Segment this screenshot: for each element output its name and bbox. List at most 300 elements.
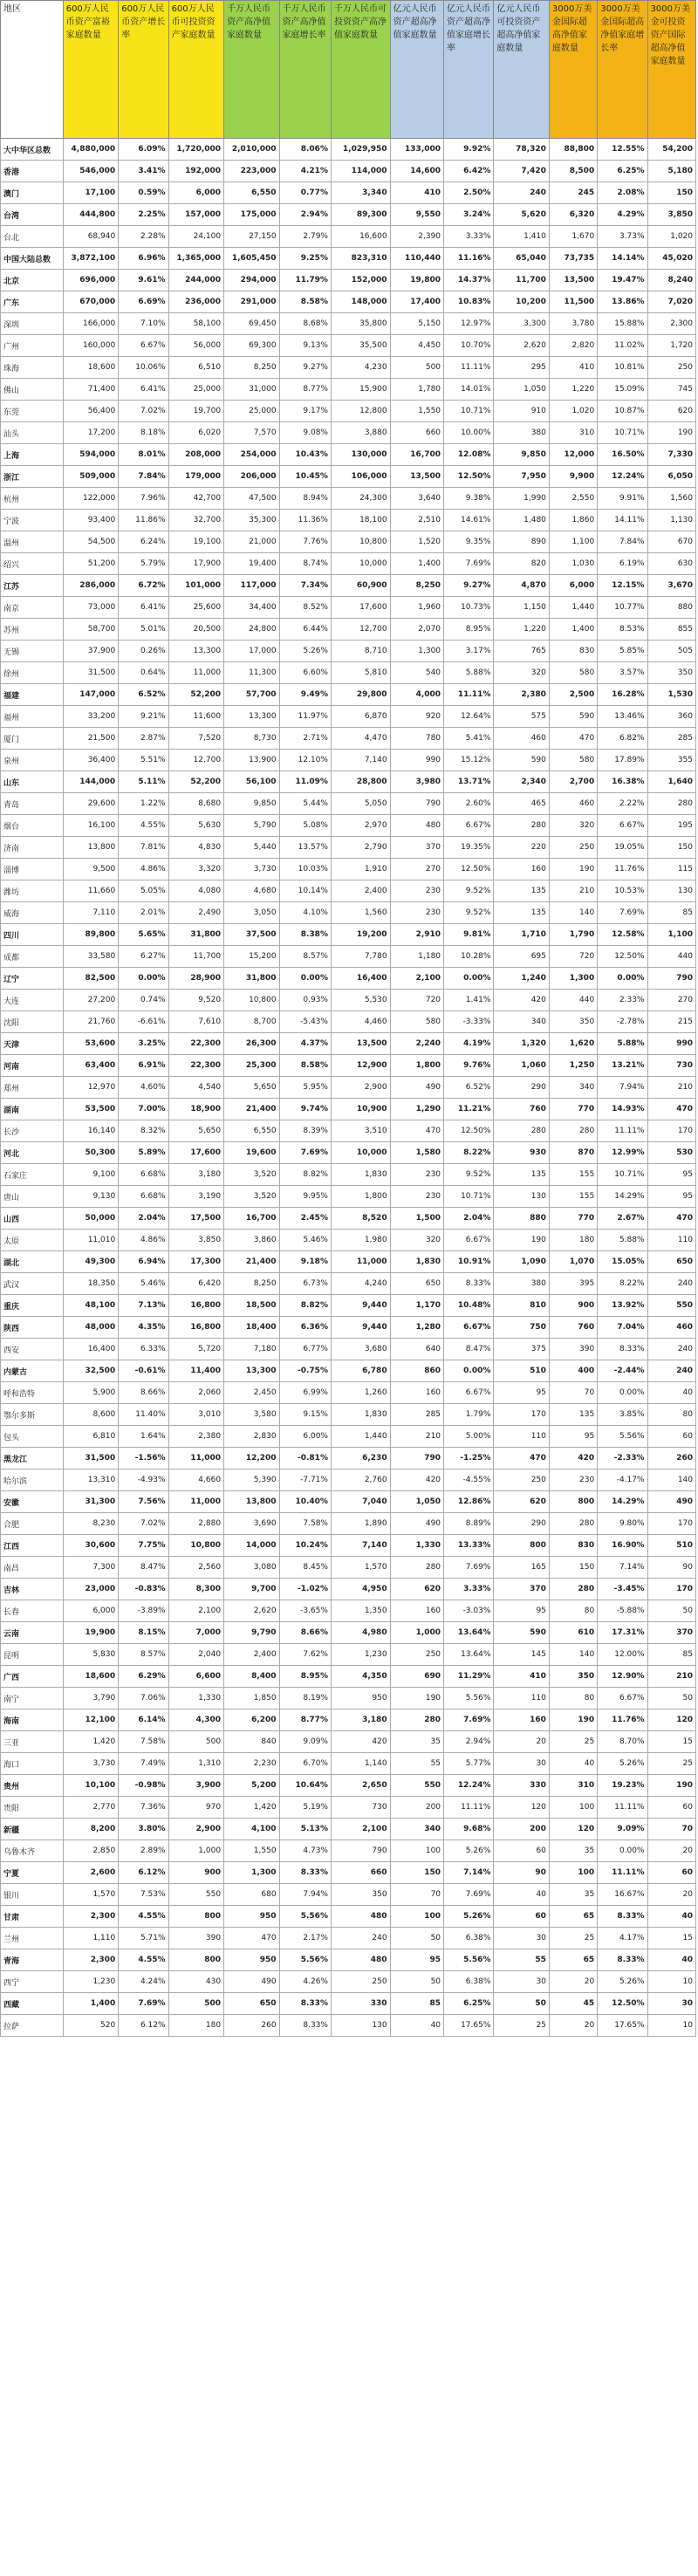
value-cell: 410 <box>494 1666 550 1688</box>
value-cell: 9.52% <box>444 902 494 924</box>
value-cell: 650 <box>647 1251 695 1273</box>
value-cell: 2,240 <box>390 1033 443 1055</box>
value-cell: 520 <box>63 2015 119 2037</box>
region-cell: 泉州 <box>1 750 64 771</box>
value-cell: 696,000 <box>63 270 119 291</box>
value-cell: 5.77% <box>444 1753 494 1775</box>
value-cell: 8.38% <box>279 924 331 946</box>
value-cell: 660 <box>331 1862 390 1884</box>
value-cell: 2,400 <box>331 880 390 902</box>
value-cell: 10.71% <box>444 1186 494 1208</box>
value-cell: 500 <box>390 357 443 379</box>
value-cell: 10.71% <box>598 422 647 444</box>
table-row <box>1 1600 696 1622</box>
value-cell: 3,640 <box>390 488 443 510</box>
value-cell: 40 <box>494 1884 550 1906</box>
value-cell: 148,000 <box>331 291 390 313</box>
table-row <box>1 1164 696 1186</box>
value-cell: 25,000 <box>224 401 280 422</box>
value-cell: 480 <box>390 815 443 837</box>
value-cell: 21,500 <box>63 728 119 750</box>
value-cell: 3,300 <box>494 313 550 335</box>
value-cell: 10.81% <box>598 357 647 379</box>
value-cell: 13.21% <box>598 1055 647 1077</box>
column-header: 600万人民币资产富裕家庭数量 <box>63 1 119 139</box>
value-cell: 9,500 <box>63 859 119 880</box>
value-cell: 8,710 <box>331 641 390 662</box>
value-cell: 720 <box>549 946 597 968</box>
table-row <box>1 488 696 510</box>
value-cell: 31,800 <box>224 968 280 990</box>
value-cell: 5.65% <box>119 924 168 946</box>
value-cell: 35 <box>390 1731 443 1753</box>
value-cell: 7.02% <box>119 401 168 422</box>
value-cell: 3.57% <box>598 662 647 684</box>
value-cell: 500 <box>168 1731 224 1753</box>
value-cell: 19,100 <box>168 531 224 553</box>
value-cell: 880 <box>647 597 695 619</box>
value-cell: 16,100 <box>63 815 119 837</box>
region-cell: 拉萨 <box>1 2015 64 2037</box>
value-cell: 2.94% <box>279 204 331 226</box>
value-cell: 2,380 <box>168 1426 224 1448</box>
value-cell: 460 <box>494 728 550 750</box>
value-cell: 240 <box>331 1928 390 1949</box>
value-cell: 89,300 <box>331 204 390 226</box>
value-cell: 5.44% <box>279 793 331 815</box>
value-cell: 2,300 <box>647 313 695 335</box>
value-cell: 32,700 <box>168 510 224 531</box>
value-cell: 420 <box>331 1731 390 1753</box>
table-row <box>1 597 696 619</box>
region-cell: 江西 <box>1 1535 64 1557</box>
value-cell: 1,420 <box>224 1797 280 1819</box>
value-cell: 7,570 <box>224 422 280 444</box>
value-cell: 620 <box>390 1579 443 1600</box>
region-cell: 上海 <box>1 444 64 466</box>
value-cell: 4,080 <box>168 880 224 902</box>
region-cell: 成都 <box>1 946 64 968</box>
value-cell: 460 <box>549 793 597 815</box>
value-cell: 8,240 <box>647 270 695 291</box>
value-cell: 12,900 <box>331 1055 390 1077</box>
value-cell: 10.87% <box>598 401 647 422</box>
value-cell: 280 <box>647 793 695 815</box>
region-cell: 深圳 <box>1 313 64 335</box>
value-cell: 370 <box>647 1622 695 1644</box>
value-cell: 9.15% <box>279 1404 331 1426</box>
value-cell: 8.53% <box>598 619 647 641</box>
value-cell: 240 <box>494 182 550 204</box>
value-cell: 1,320 <box>494 1033 550 1055</box>
region-cell: 厦门 <box>1 728 64 750</box>
value-cell: 37,500 <box>224 924 280 946</box>
value-cell: 40 <box>549 1753 597 1775</box>
value-cell: 14.93% <box>598 1099 647 1120</box>
value-cell: 1,240 <box>494 968 550 990</box>
region-cell: 广东 <box>1 291 64 313</box>
value-cell: 470 <box>549 728 597 750</box>
value-cell: 1,150 <box>494 597 550 619</box>
value-cell: 780 <box>390 728 443 750</box>
value-cell: 8.95% <box>279 1666 331 1688</box>
value-cell: 2,970 <box>331 815 390 837</box>
value-cell: 790 <box>647 968 695 990</box>
value-cell: 250 <box>647 357 695 379</box>
value-cell: 100 <box>390 1840 443 1862</box>
value-cell: 6,870 <box>331 706 390 728</box>
value-cell: 2,790 <box>331 837 390 859</box>
value-cell: 30 <box>494 1928 550 1949</box>
value-cell: 16.50% <box>598 444 647 466</box>
value-cell: 48,000 <box>63 1317 119 1339</box>
table-row <box>1 619 696 641</box>
value-cell: 9.27% <box>444 575 494 597</box>
table-row <box>1 1840 696 1862</box>
table-row <box>1 1622 696 1644</box>
table-row <box>1 1404 696 1426</box>
value-cell: 1,440 <box>331 1426 390 1448</box>
value-cell: 21,000 <box>224 531 280 553</box>
value-cell: 3,190 <box>168 1186 224 1208</box>
value-cell: 10.83% <box>444 291 494 313</box>
value-cell: -0.81% <box>279 1448 331 1470</box>
value-cell: 130 <box>331 2015 390 2037</box>
value-cell: 7.69% <box>444 1709 494 1731</box>
value-cell: 160 <box>494 859 550 880</box>
value-cell: 3,850 <box>647 204 695 226</box>
value-cell: 590 <box>549 706 597 728</box>
region-cell: 大中华区总数 <box>1 139 64 161</box>
value-cell: 8.06% <box>279 139 331 161</box>
value-cell: 2.45% <box>279 1208 331 1230</box>
table-row <box>1 204 696 226</box>
value-cell: 17.65% <box>598 2015 647 2037</box>
value-cell: 7.69% <box>119 1993 168 2015</box>
value-cell: 4.26% <box>279 1971 331 1993</box>
value-cell: 6.52% <box>444 1077 494 1099</box>
value-cell: 6.25% <box>444 1993 494 2015</box>
value-cell: 160 <box>390 1382 443 1404</box>
column-header: 3000万美金国际超高净值家庭增长率 <box>598 1 647 139</box>
value-cell: 1,720 <box>647 335 695 357</box>
region-cell: 西宁 <box>1 1971 64 1993</box>
value-cell: 5.41% <box>444 728 494 750</box>
value-cell: 6.14% <box>119 1709 168 1731</box>
value-cell: 1,580 <box>390 1142 443 1164</box>
table-row <box>1 1120 696 1142</box>
value-cell: 11.02% <box>598 335 647 357</box>
value-cell: 10 <box>647 1971 695 1993</box>
value-cell: 910 <box>494 401 550 422</box>
value-cell: 7.84% <box>598 531 647 553</box>
value-cell: 10.91% <box>444 1251 494 1273</box>
value-cell: 270 <box>647 990 695 1011</box>
value-cell: 1,410 <box>494 226 550 248</box>
value-cell: 650 <box>224 1993 280 2015</box>
value-cell: 855 <box>647 619 695 641</box>
column-header: 600万人民币资产增长率 <box>119 1 168 139</box>
value-cell: 10.14% <box>279 880 331 902</box>
value-cell: 8,200 <box>63 1819 119 1840</box>
value-cell: 29,800 <box>331 684 390 706</box>
value-cell: 7.10% <box>119 313 168 335</box>
value-cell: 8.33% <box>279 1862 331 1884</box>
region-cell: 云南 <box>1 1622 64 1644</box>
value-cell: 1,990 <box>494 488 550 510</box>
value-cell: 320 <box>494 662 550 684</box>
value-cell: 179,000 <box>168 466 224 488</box>
table-row <box>1 1055 696 1077</box>
value-cell: 12.50% <box>598 1993 647 2015</box>
value-cell: 1,790 <box>549 924 597 946</box>
value-cell: 2,910 <box>390 924 443 946</box>
value-cell: -0.83% <box>119 1579 168 1600</box>
value-cell: -1.56% <box>119 1448 168 1470</box>
value-cell: 12.24% <box>444 1775 494 1797</box>
value-cell: 420 <box>494 990 550 1011</box>
table-row <box>1 1033 696 1055</box>
value-cell: 16,700 <box>224 1208 280 1230</box>
region-cell: 香港 <box>1 161 64 182</box>
value-cell: 6,000 <box>63 1600 119 1622</box>
value-cell: 11.11% <box>598 1797 647 1819</box>
value-cell: 1,480 <box>494 510 550 531</box>
value-cell: 430 <box>168 1971 224 1993</box>
value-cell: -0.61% <box>119 1360 168 1382</box>
value-cell: 12,000 <box>549 444 597 466</box>
value-cell: 660 <box>390 422 443 444</box>
value-cell: 230 <box>390 902 443 924</box>
value-cell: 2.08% <box>598 182 647 204</box>
value-cell: 19,800 <box>390 270 443 291</box>
region-cell: 威海 <box>1 902 64 924</box>
value-cell: 5,050 <box>331 793 390 815</box>
value-cell: 5.26% <box>279 641 331 662</box>
value-cell: 1,720,000 <box>168 139 224 161</box>
value-cell: 5,620 <box>494 204 550 226</box>
value-cell: 3,180 <box>331 1709 390 1731</box>
value-cell: 6,780 <box>331 1360 390 1382</box>
region-cell: 鄂尔多斯 <box>1 1404 64 1426</box>
value-cell: 7.58% <box>279 1513 331 1535</box>
value-cell: 5,900 <box>63 1382 119 1404</box>
value-cell: 575 <box>494 706 550 728</box>
value-cell: 5.26% <box>444 1906 494 1928</box>
value-cell: 580 <box>390 1011 443 1033</box>
value-cell: 47,500 <box>224 488 280 510</box>
value-cell: 80 <box>647 1404 695 1426</box>
value-cell: 150 <box>647 182 695 204</box>
value-cell: 6.67% <box>598 1688 647 1709</box>
value-cell: 0.00% <box>598 1840 647 1862</box>
value-cell: 5.88% <box>444 662 494 684</box>
value-cell: 4,460 <box>331 1011 390 1033</box>
value-cell: 11.76% <box>598 1709 647 1731</box>
value-cell: 19.23% <box>598 1775 647 1797</box>
value-cell: 120 <box>549 1819 597 1840</box>
column-header: 亿元人民币可投资资产超高净值家庭数量 <box>494 1 550 139</box>
value-cell: 30 <box>494 1971 550 1993</box>
value-cell: 9.21% <box>119 706 168 728</box>
value-cell: 610 <box>549 1622 597 1644</box>
value-cell: 10.28% <box>444 946 494 968</box>
value-cell: 5.56% <box>444 1949 494 1971</box>
value-cell: 2,620 <box>494 335 550 357</box>
value-cell: 12,700 <box>168 750 224 771</box>
table-row <box>1 2015 696 2037</box>
value-cell: 25 <box>647 1753 695 1775</box>
value-cell: 8.33% <box>279 1993 331 2015</box>
value-cell: 830 <box>549 641 597 662</box>
value-cell: 6,000 <box>168 182 224 204</box>
table-row <box>1 1099 696 1120</box>
value-cell: 110 <box>494 1426 550 1448</box>
value-cell: 155 <box>549 1186 597 1208</box>
value-cell: 9.68% <box>444 1819 494 1840</box>
value-cell: 150 <box>390 1862 443 1884</box>
value-cell: 285 <box>647 728 695 750</box>
value-cell: 290 <box>494 1077 550 1099</box>
value-cell: 360 <box>647 706 695 728</box>
value-cell: 9.91% <box>598 488 647 510</box>
value-cell: 10.53% <box>598 880 647 902</box>
table-row <box>1 1775 696 1797</box>
value-cell: 130,000 <box>331 444 390 466</box>
value-cell: 8.68% <box>279 313 331 335</box>
value-cell: 2,490 <box>168 902 224 924</box>
table-row <box>1 750 696 771</box>
value-cell: 1,260 <box>331 1382 390 1404</box>
value-cell: 2,400 <box>224 1644 280 1666</box>
value-cell: 4,000 <box>390 684 443 706</box>
value-cell: 150 <box>647 837 695 859</box>
value-cell: 11,700 <box>168 946 224 968</box>
table-row <box>1 1011 696 1033</box>
value-cell: 790 <box>331 1840 390 1862</box>
value-cell: 5.11% <box>119 771 168 793</box>
value-cell: 180 <box>549 1230 597 1251</box>
region-cell: 南宁 <box>1 1688 64 1709</box>
value-cell: 35 <box>549 1884 597 1906</box>
value-cell: 6.24% <box>119 531 168 553</box>
region-cell: 辽宁 <box>1 968 64 990</box>
value-cell: 8.70% <box>598 1731 647 1753</box>
value-cell: 210 <box>647 1077 695 1099</box>
value-cell: 35 <box>549 1840 597 1862</box>
value-cell: 1,050 <box>494 379 550 401</box>
table-row <box>1 990 696 1011</box>
value-cell: 190 <box>647 422 695 444</box>
value-cell: 950 <box>224 1906 280 1928</box>
value-cell: 90 <box>647 1557 695 1579</box>
value-cell: 28,800 <box>331 771 390 793</box>
value-cell: 1,220 <box>494 619 550 641</box>
table-row <box>1 859 696 880</box>
value-cell: 73,735 <box>549 248 597 270</box>
value-cell: -5.88% <box>598 1600 647 1622</box>
value-cell: 16.90% <box>598 1535 647 1557</box>
value-cell: 230 <box>390 1186 443 1208</box>
value-cell: 3.73% <box>598 226 647 248</box>
value-cell: 40 <box>647 1382 695 1404</box>
value-cell: 5,790 <box>224 815 280 837</box>
value-cell: 13,500 <box>549 270 597 291</box>
value-cell: 1,130 <box>647 510 695 531</box>
value-cell: 95 <box>549 1426 597 1448</box>
table-row <box>1 1360 696 1382</box>
value-cell: 2,900 <box>168 1819 224 1840</box>
value-cell: 8.19% <box>279 1688 331 1709</box>
value-cell: 920 <box>390 706 443 728</box>
value-cell: 820 <box>494 553 550 575</box>
value-cell: 12.86% <box>444 1491 494 1513</box>
value-cell: 25 <box>494 2015 550 2037</box>
value-cell: 1,050 <box>390 1491 443 1513</box>
value-cell: 280 <box>494 1120 550 1142</box>
value-cell: 6.67% <box>444 1382 494 1404</box>
value-cell: 7,520 <box>168 728 224 750</box>
value-cell: 620 <box>647 401 695 422</box>
value-cell: 7.94% <box>598 1077 647 1099</box>
value-cell: -6.61% <box>119 1011 168 1033</box>
value-cell: 765 <box>494 641 550 662</box>
region-cell: 烟台 <box>1 815 64 837</box>
table-row <box>1 1731 696 1753</box>
value-cell: 6.67% <box>119 335 168 357</box>
value-cell: 140 <box>549 1644 597 1666</box>
value-cell: 3,050 <box>224 902 280 924</box>
value-cell: 85 <box>390 1993 443 2015</box>
table-row <box>1 1928 696 1949</box>
value-cell: 6.67% <box>444 1317 494 1339</box>
value-cell: 16,600 <box>331 226 390 248</box>
value-cell: 6,420 <box>168 1273 224 1295</box>
value-cell: 150 <box>549 1557 597 1579</box>
region-cell: 福州 <box>1 706 64 728</box>
value-cell: 5.05% <box>119 880 168 902</box>
value-cell: 350 <box>647 662 695 684</box>
value-cell: 9.61% <box>119 270 168 291</box>
value-cell: 10,900 <box>331 1099 390 1120</box>
value-cell: 52,200 <box>168 684 224 706</box>
value-cell: 8,400 <box>224 1666 280 1688</box>
value-cell: 8.33% <box>598 1339 647 1360</box>
value-cell: 5.19% <box>279 1797 331 1819</box>
value-cell: 190 <box>390 1688 443 1709</box>
value-cell: 400 <box>549 1360 597 1382</box>
value-cell: 9.08% <box>279 422 331 444</box>
value-cell: 25,000 <box>168 379 224 401</box>
value-cell: 21,760 <box>63 1011 119 1033</box>
value-cell: 7.04% <box>598 1317 647 1339</box>
value-cell: -5.43% <box>279 1011 331 1033</box>
value-cell: 7,110 <box>63 902 119 924</box>
value-cell: 14,000 <box>224 1535 280 1557</box>
value-cell: 51,200 <box>63 553 119 575</box>
value-cell: 250 <box>494 1470 550 1491</box>
value-cell: 1,560 <box>647 488 695 510</box>
value-cell: 1,090 <box>494 1251 550 1273</box>
value-cell: 7.02% <box>119 1513 168 1535</box>
value-cell: 4.21% <box>279 161 331 182</box>
value-cell: 630 <box>647 553 695 575</box>
value-cell: 30 <box>647 1993 695 2015</box>
table-row <box>1 880 696 902</box>
value-cell: 8.15% <box>119 1622 168 1644</box>
value-cell: 15.09% <box>598 379 647 401</box>
value-cell: 122,000 <box>63 488 119 510</box>
